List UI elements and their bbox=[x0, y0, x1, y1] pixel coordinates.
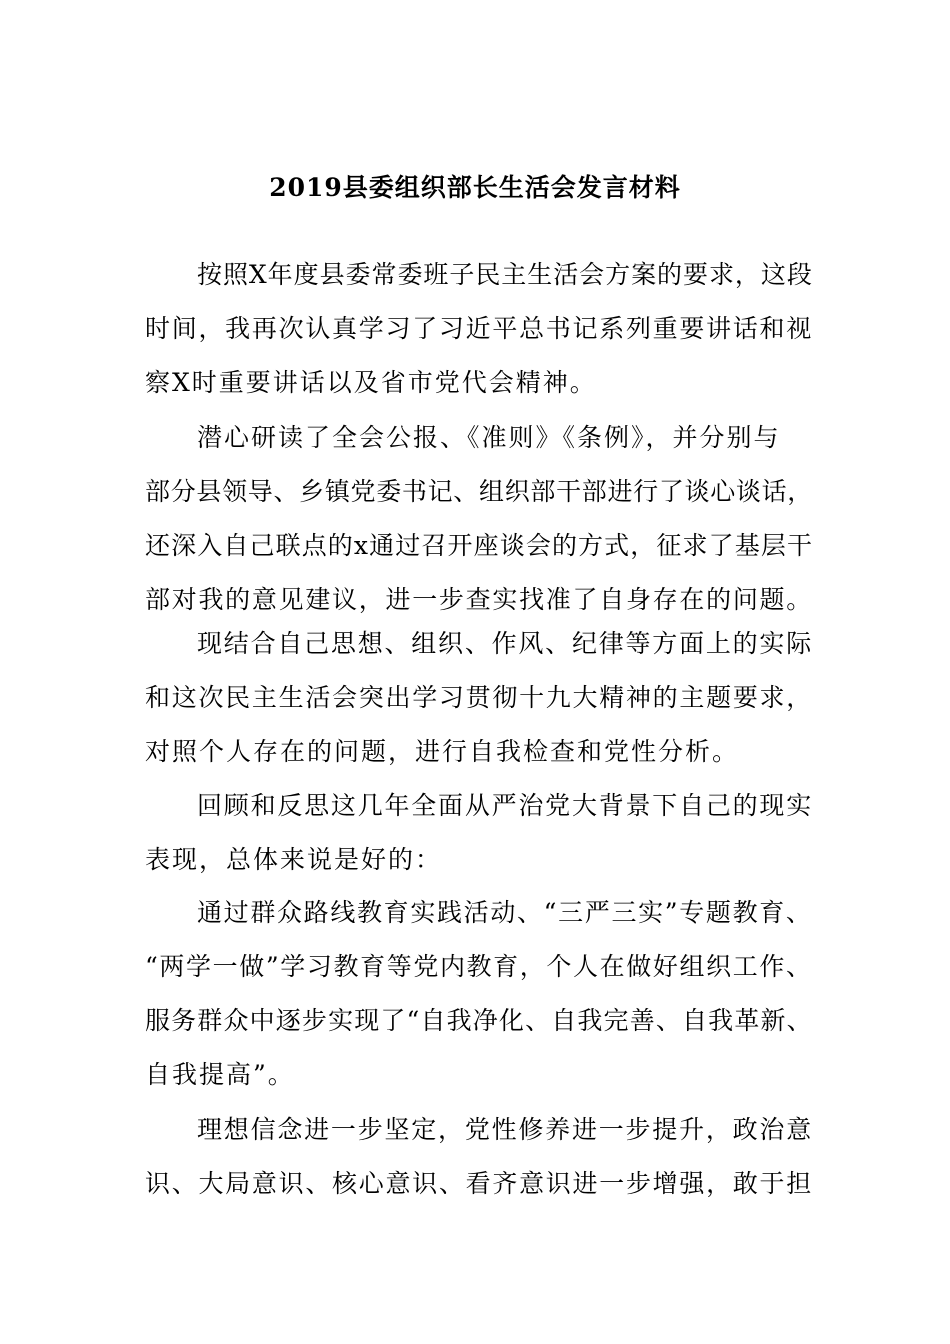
paragraph-line: 理想信念进一步坚定，党性修养进一步提升，政治意 bbox=[197, 1115, 814, 1144]
paragraph-1 bbox=[145, 248, 813, 410]
paragraph-line: 潜心研读了全会公报、《准则》《条例》，并分别与 bbox=[197, 423, 781, 452]
paragraph-line: 自我提高”。 bbox=[145, 1060, 295, 1089]
paragraph-line: 现结合自己思想、组织、作风、纪律等方面上的实际 bbox=[197, 629, 814, 658]
paragraph-line: 服务群众中逐步实现了“自我净化、自我完善、自我革新、 bbox=[145, 1006, 813, 1035]
paragraph-line: 和这次民主生活会突出学习贯彻十九大精神的主题要求， bbox=[145, 683, 814, 712]
paragraph-line: 对照个人存在的问题，进行自我检查和党性分析。 bbox=[145, 737, 740, 766]
paragraph-3 bbox=[145, 617, 813, 779]
paragraph-6 bbox=[145, 1103, 813, 1211]
paragraph-2 bbox=[145, 411, 813, 627]
paragraph-line: 识、大局意识、核心意识、看齐意识进一步增强，敢于担 bbox=[145, 1169, 814, 1198]
paragraph-line: 时间，我再次认真学习了习近平总书记系列重要讲话和视 bbox=[145, 314, 814, 343]
paragraph-line: 部分县领导、乡镇党委书记、组织部干部进行了谈心谈话， bbox=[145, 477, 814, 506]
paragraph-line: 回顾和反思这几年全面从严治党大背景下自己的现实 bbox=[197, 791, 814, 820]
paragraph-line: 还深入自己联点的x通过召开座谈会的方式，征求了基层干 bbox=[145, 531, 814, 560]
paragraph-line: 察X时重要讲话以及省市党代会精神。 bbox=[145, 368, 597, 397]
document-title: 2019县委组织部长生活会发言材料 bbox=[269, 173, 681, 202]
paragraph-5 bbox=[145, 886, 813, 1102]
paragraph-line: “两学一做”学习教育等党内教育，个人在做好组织工作、 bbox=[145, 952, 813, 981]
paragraph-line: 表现，总体来说是好的： bbox=[145, 845, 443, 874]
paragraph-line: 按照X年度县委常委班子民主生活会方案的要求，这段 bbox=[197, 260, 813, 289]
paragraph-line: 通过群众路线教育实践活动、“三严三实”专题教育、 bbox=[197, 898, 813, 927]
paragraph-line: 部对我的意见建议，进一步查实找准了自身存在的问题。 bbox=[145, 585, 814, 614]
paragraph-4 bbox=[145, 779, 813, 887]
